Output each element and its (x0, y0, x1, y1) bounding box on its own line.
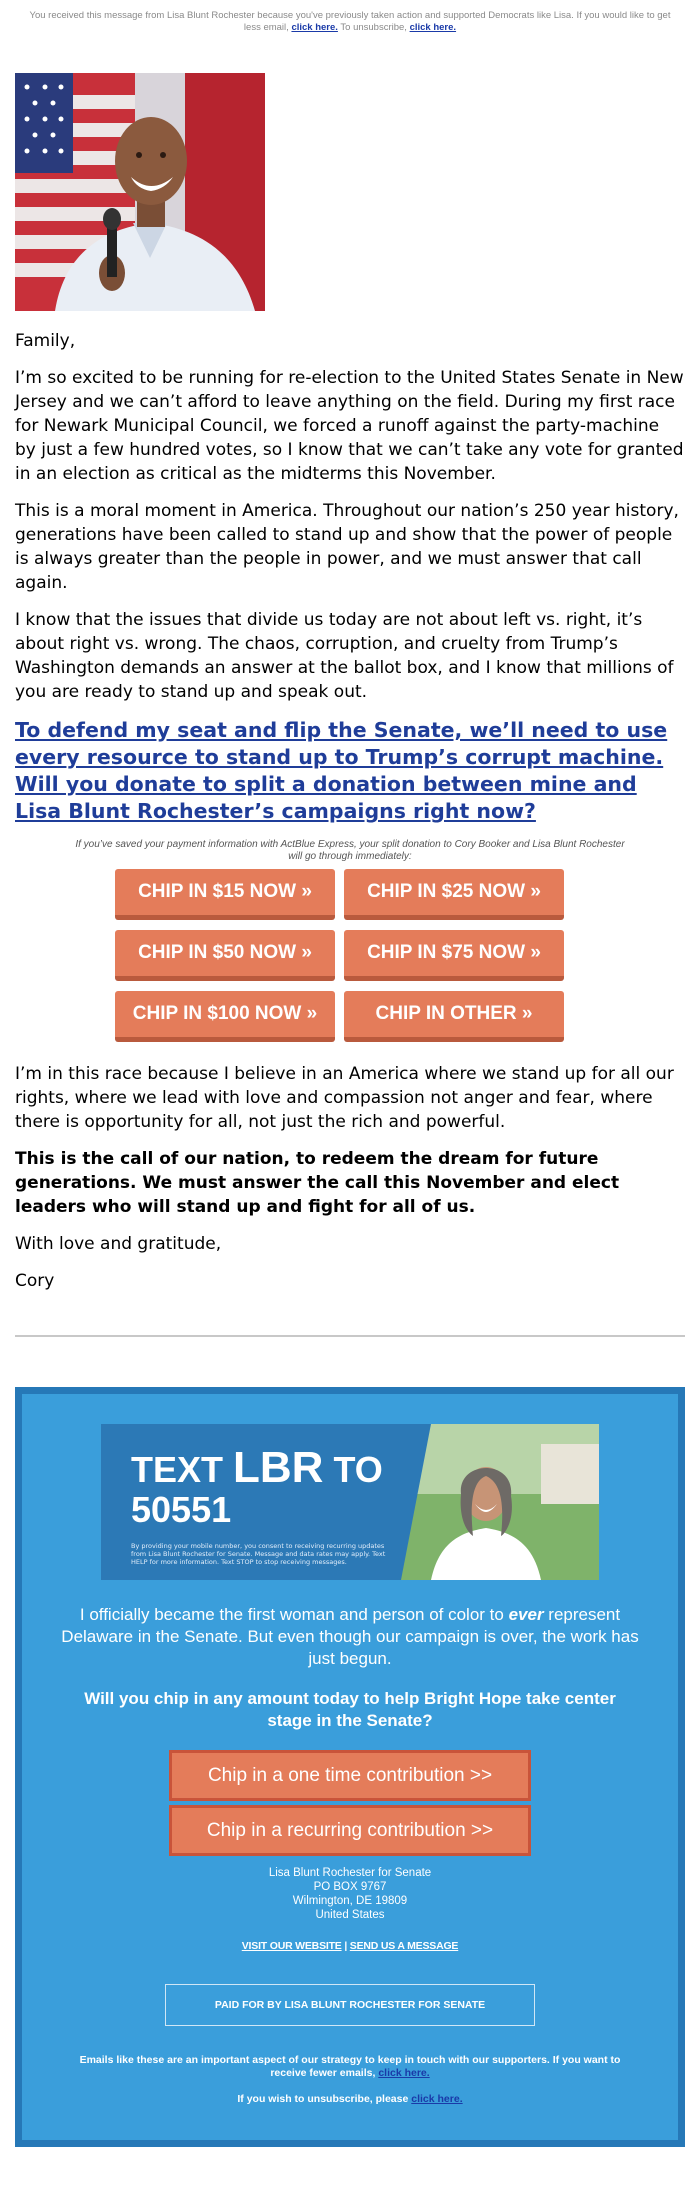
greeting: Family, (15, 331, 76, 351)
footer-paragraph (57, 1604, 643, 1670)
candidate-photo (15, 73, 265, 311)
email-frequency-note (62, 2054, 638, 2080)
banner-headline (131, 1443, 383, 1530)
chip-in-25-button[interactable]: CHIP IN $25 NOW » (344, 869, 564, 920)
fewer-emails-link[interactable]: click here. (378, 2067, 430, 2079)
paragraph-3: I know that the issues that divide us today are not about left vs. right, it’s about right vs. wrong. The chaos, corruption, and cruelty from Trump’s Washington demands an answer at the ballot box, and I know that millions of you are ready to stand up and speak out. (15, 610, 674, 702)
less-email-link[interactable]: click here. (291, 22, 338, 33)
banner-text-part-2: TO (323, 1449, 383, 1490)
paragraph-1: I’m so excited to be running for re-election to the United States Senate in New Jersey and we can’t afford to leave anything on the field. During my first race for Newark Municipal Council, we forced a runoff against the party-machine by just a few hundred votes, so I know that we can’t take any vote for granted in an election as critical as the midterms this November. (15, 368, 684, 484)
chip-in-15-button[interactable]: CHIP IN $15 NOW » (115, 869, 335, 920)
text-lbr-banner (101, 1424, 599, 1580)
address-line: Wilmington, DE 19809 (292, 1895, 408, 1907)
mailing-address (22, 1866, 678, 1922)
chip-in-100-button[interactable]: CHIP IN $100 NOW » (115, 991, 335, 1042)
signature: Cory (15, 1271, 55, 1291)
one-time-contribution-button[interactable]: Chip in a one time contribution >> (169, 1750, 531, 1801)
chip-in-other-button[interactable]: CHIP IN OTHER » (344, 991, 564, 1042)
preheader-middle: To unsubscribe, (340, 22, 407, 33)
address-line: Lisa Blunt Rochester for Senate (268, 1867, 432, 1879)
footer-links (22, 1940, 678, 1952)
banner-disclaimer: By providing your mobile number, you consent to receiving recurring updates from Lisa Blunt Rochester for Senate. Message and data rates may apply. Text HELP for more information. Text STOP to stop receiving messages. (131, 1542, 386, 1566)
email-frequency-text: Emails like these are an important aspect of our strategy to keep in touch with our supporters. If you want to receive fewer emails, (79, 2054, 621, 2079)
footer-ask: Will you chip in any amount today to help Bright Hope take center stage in the Senate? (84, 1689, 616, 1730)
chip-in-75-button[interactable]: CHIP IN $75 NOW » (344, 930, 564, 981)
unsubscribe-link-bottom[interactable]: click here. (411, 2093, 463, 2105)
footer-paragraph-emphasis: ever (508, 1605, 544, 1624)
unsubscribe-link-top[interactable]: click here. (409, 22, 457, 33)
paragraph-5: This is the call of our nation, to redeem the dream for future generations. We must answer the call this November and elect leaders who will stand up and fight for all of us. (15, 1149, 620, 1217)
unsubscribe-text: If you wish to unsubscribe, please (237, 2093, 409, 2105)
closing: With love and gratitude, (15, 1234, 222, 1254)
link-separator: | (341, 1940, 350, 1952)
footer-paragraph-start: I officially became the first woman and person of color to (79, 1605, 509, 1624)
banner-keyword: LBR (233, 1443, 324, 1492)
preheader-text: You received this message from Lisa Blunt Rochester because you've previously taken action and supported Democrats like Lisa. If you would like to get less email, (29, 10, 671, 33)
email-body (0, 73, 700, 1293)
footer-paragraph-end: represent Delaware in the Senate. But even though our campaign is over, the work has just begun. (61, 1605, 639, 1668)
visit-website-link[interactable]: VISIT OUR WEBSITE (241, 1940, 342, 1952)
paragraph-2: This is a moral moment in America. Throughout our nation’s 250 year history, generations have been called to stand up and show that the power of people is always greater than the people in power, and we must answer that call again. (15, 501, 679, 593)
banner-text-part: TEXT (131, 1449, 234, 1490)
send-message-link[interactable]: SEND US A MESSAGE (349, 1940, 459, 1952)
paid-for-box: PAID FOR BY LISA BLUNT ROCHESTER FOR SENATE (165, 1984, 535, 2026)
address-line: United States (315, 1909, 385, 1921)
candidate-photo-icon (15, 73, 265, 311)
divider (15, 1335, 685, 1337)
paragraph-4: I’m in this race because I believe in an America where we stand up for all our rights, where we lead with love and compassion not anger and fear, where there is opportunity for all, not just the rich and powerful. (15, 1064, 674, 1132)
recurring-contribution-button[interactable]: Chip in a recurring contribution >> (169, 1805, 531, 1856)
address-line: PO BOX 9767 (313, 1881, 387, 1893)
unsubscribe-note (22, 2093, 678, 2105)
donation-ask-link[interactable]: To defend my seat and flip the Senate, we’ll need to use every resource to stand up to Trump’s corrupt machine. Will you donate to split a donation between mine and Lisa Blunt Rochester’s campaigns right now? (15, 718, 668, 823)
chip-in-50-button[interactable]: CHIP IN $50 NOW » (115, 930, 335, 981)
preheader (20, 0, 680, 34)
actblue-express-note: If you’ve saved your payment information with ActBlue Express, your split donation to Cory Booker and Lisa Blunt Rochester will go through immediately: (75, 839, 625, 862)
banner-shortcode: 50551 (131, 1489, 232, 1530)
chip-in-buttons (115, 869, 585, 1042)
campaign-footer (15, 1387, 685, 2147)
